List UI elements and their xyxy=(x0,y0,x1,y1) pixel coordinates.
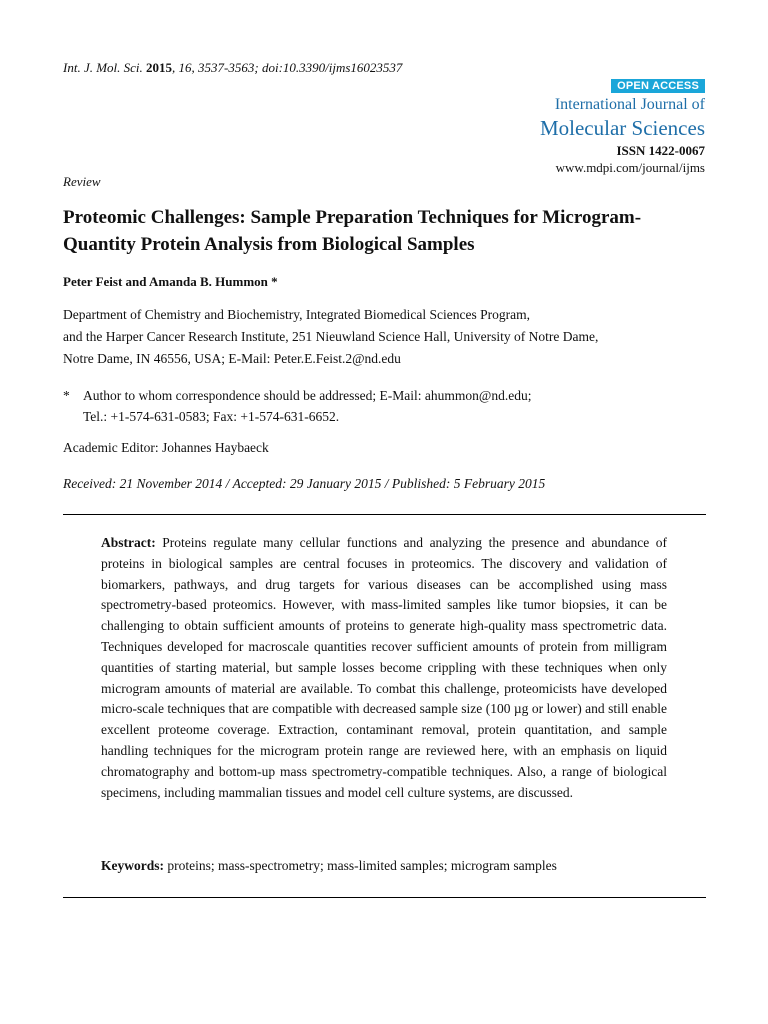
correspondence-line: Author to whom correspondence should be addressed; E-Mail: ahummon@nd.edu; xyxy=(83,388,532,403)
abstract-text: Proteins regulate many cellular functions and analyzing the presence and abundance of proteins in biological samples are central focuses in proteomics. The discovery and validation of biomarkers, pathways, and drug targets for various diseases can be accomplished using mass spectrometry-based proteomics. However, with mass-limited samples like tumor biopsies, it can be challenging to obtain sufficient amounts of proteins to generate high-quality mass spectrometric data. Techniques developed for macroscale quantities recover sufficient amounts of protein from milligram quantities of starting material, but sample losses become crippling with these techniques when only microgram amounts of material are available. To combat this challenge, proteomicists have developed micro-scale techniques that are compatible with decreased sample size (100 µg or lower) and still enable excellent proteome coverage. Extraction, contaminant removal, protein quantitation, and sample handling techniques for the microgram protein range are reviewed here, with an emphasis on liquid chromatography and bottom-up mass spectrometry-compatible techniques. Also, a range of biological specimens, including mammalian tissues and model cell culture systems, are discussed. xyxy=(101,535,667,800)
abstract xyxy=(101,533,667,803)
keywords xyxy=(101,858,667,874)
author-list: Peter Feist and Amanda B. Hummon * xyxy=(63,274,278,289)
journal-masthead xyxy=(540,76,705,176)
keywords-label: Keywords: xyxy=(101,858,164,873)
academic-editor: Academic Editor: Johannes Haybaeck xyxy=(63,440,269,455)
citation-volume: 16 xyxy=(178,60,192,75)
correspondence-marker: * xyxy=(63,388,70,403)
citation-pages-doi: , 3537-3563; doi:10.3390/ijms16023537 xyxy=(191,60,403,75)
journal-name-line1: International Journal of xyxy=(554,96,705,113)
journal-issn: ISSN 1422-0067 xyxy=(616,143,705,158)
divider-top xyxy=(63,514,706,515)
open-access-badge: OPEN ACCESS xyxy=(611,79,705,93)
affiliation-line: Notre Dame, IN 46556, USA; E-Mail: Peter.E.Feist.2@nd.edu xyxy=(63,351,401,366)
affiliation xyxy=(63,304,723,370)
article-type: Review xyxy=(63,174,101,189)
journal-name-line2: Molecular Sciences xyxy=(539,116,705,140)
affiliation-line: Department of Chemistry and Biochemistry, Integrated Biomedical Sciences Program, xyxy=(63,307,530,322)
journal-abbrev: Int. J. Mol. Sci. xyxy=(63,60,143,75)
citation-year: 2015 xyxy=(146,60,173,75)
journal-url[interactable]: www.mdpi.com/journal/ijms xyxy=(555,160,705,175)
publication-dates: Received: 21 November 2014 / Accepted: 29 January 2015 / Published: 5 February 2015 xyxy=(63,476,546,491)
divider-bottom xyxy=(63,897,706,898)
paper-title: Proteomic Challenges: Sample Preparation Techniques for Microgram-Quantity Protein Analysis from Biological Samples xyxy=(63,207,642,255)
citation-line: Int. J. Mol. Sci. 2015, 16, 3537-3563; doi:10.3390/ijms16023537 xyxy=(63,60,403,75)
abstract-label: Abstract: xyxy=(101,535,156,550)
correspondence-note xyxy=(63,385,723,427)
keywords-text: proteins; mass-spectrometry; mass-limited samples; microgram samples xyxy=(167,858,557,873)
affiliation-line: and the Harper Cancer Research Institute, 251 Nieuwland Science Hall, University of Notre Dame, xyxy=(63,329,599,344)
correspondence-line: Tel.: +1-574-631-0583; Fax: +1-574-631-6652. xyxy=(83,409,340,424)
